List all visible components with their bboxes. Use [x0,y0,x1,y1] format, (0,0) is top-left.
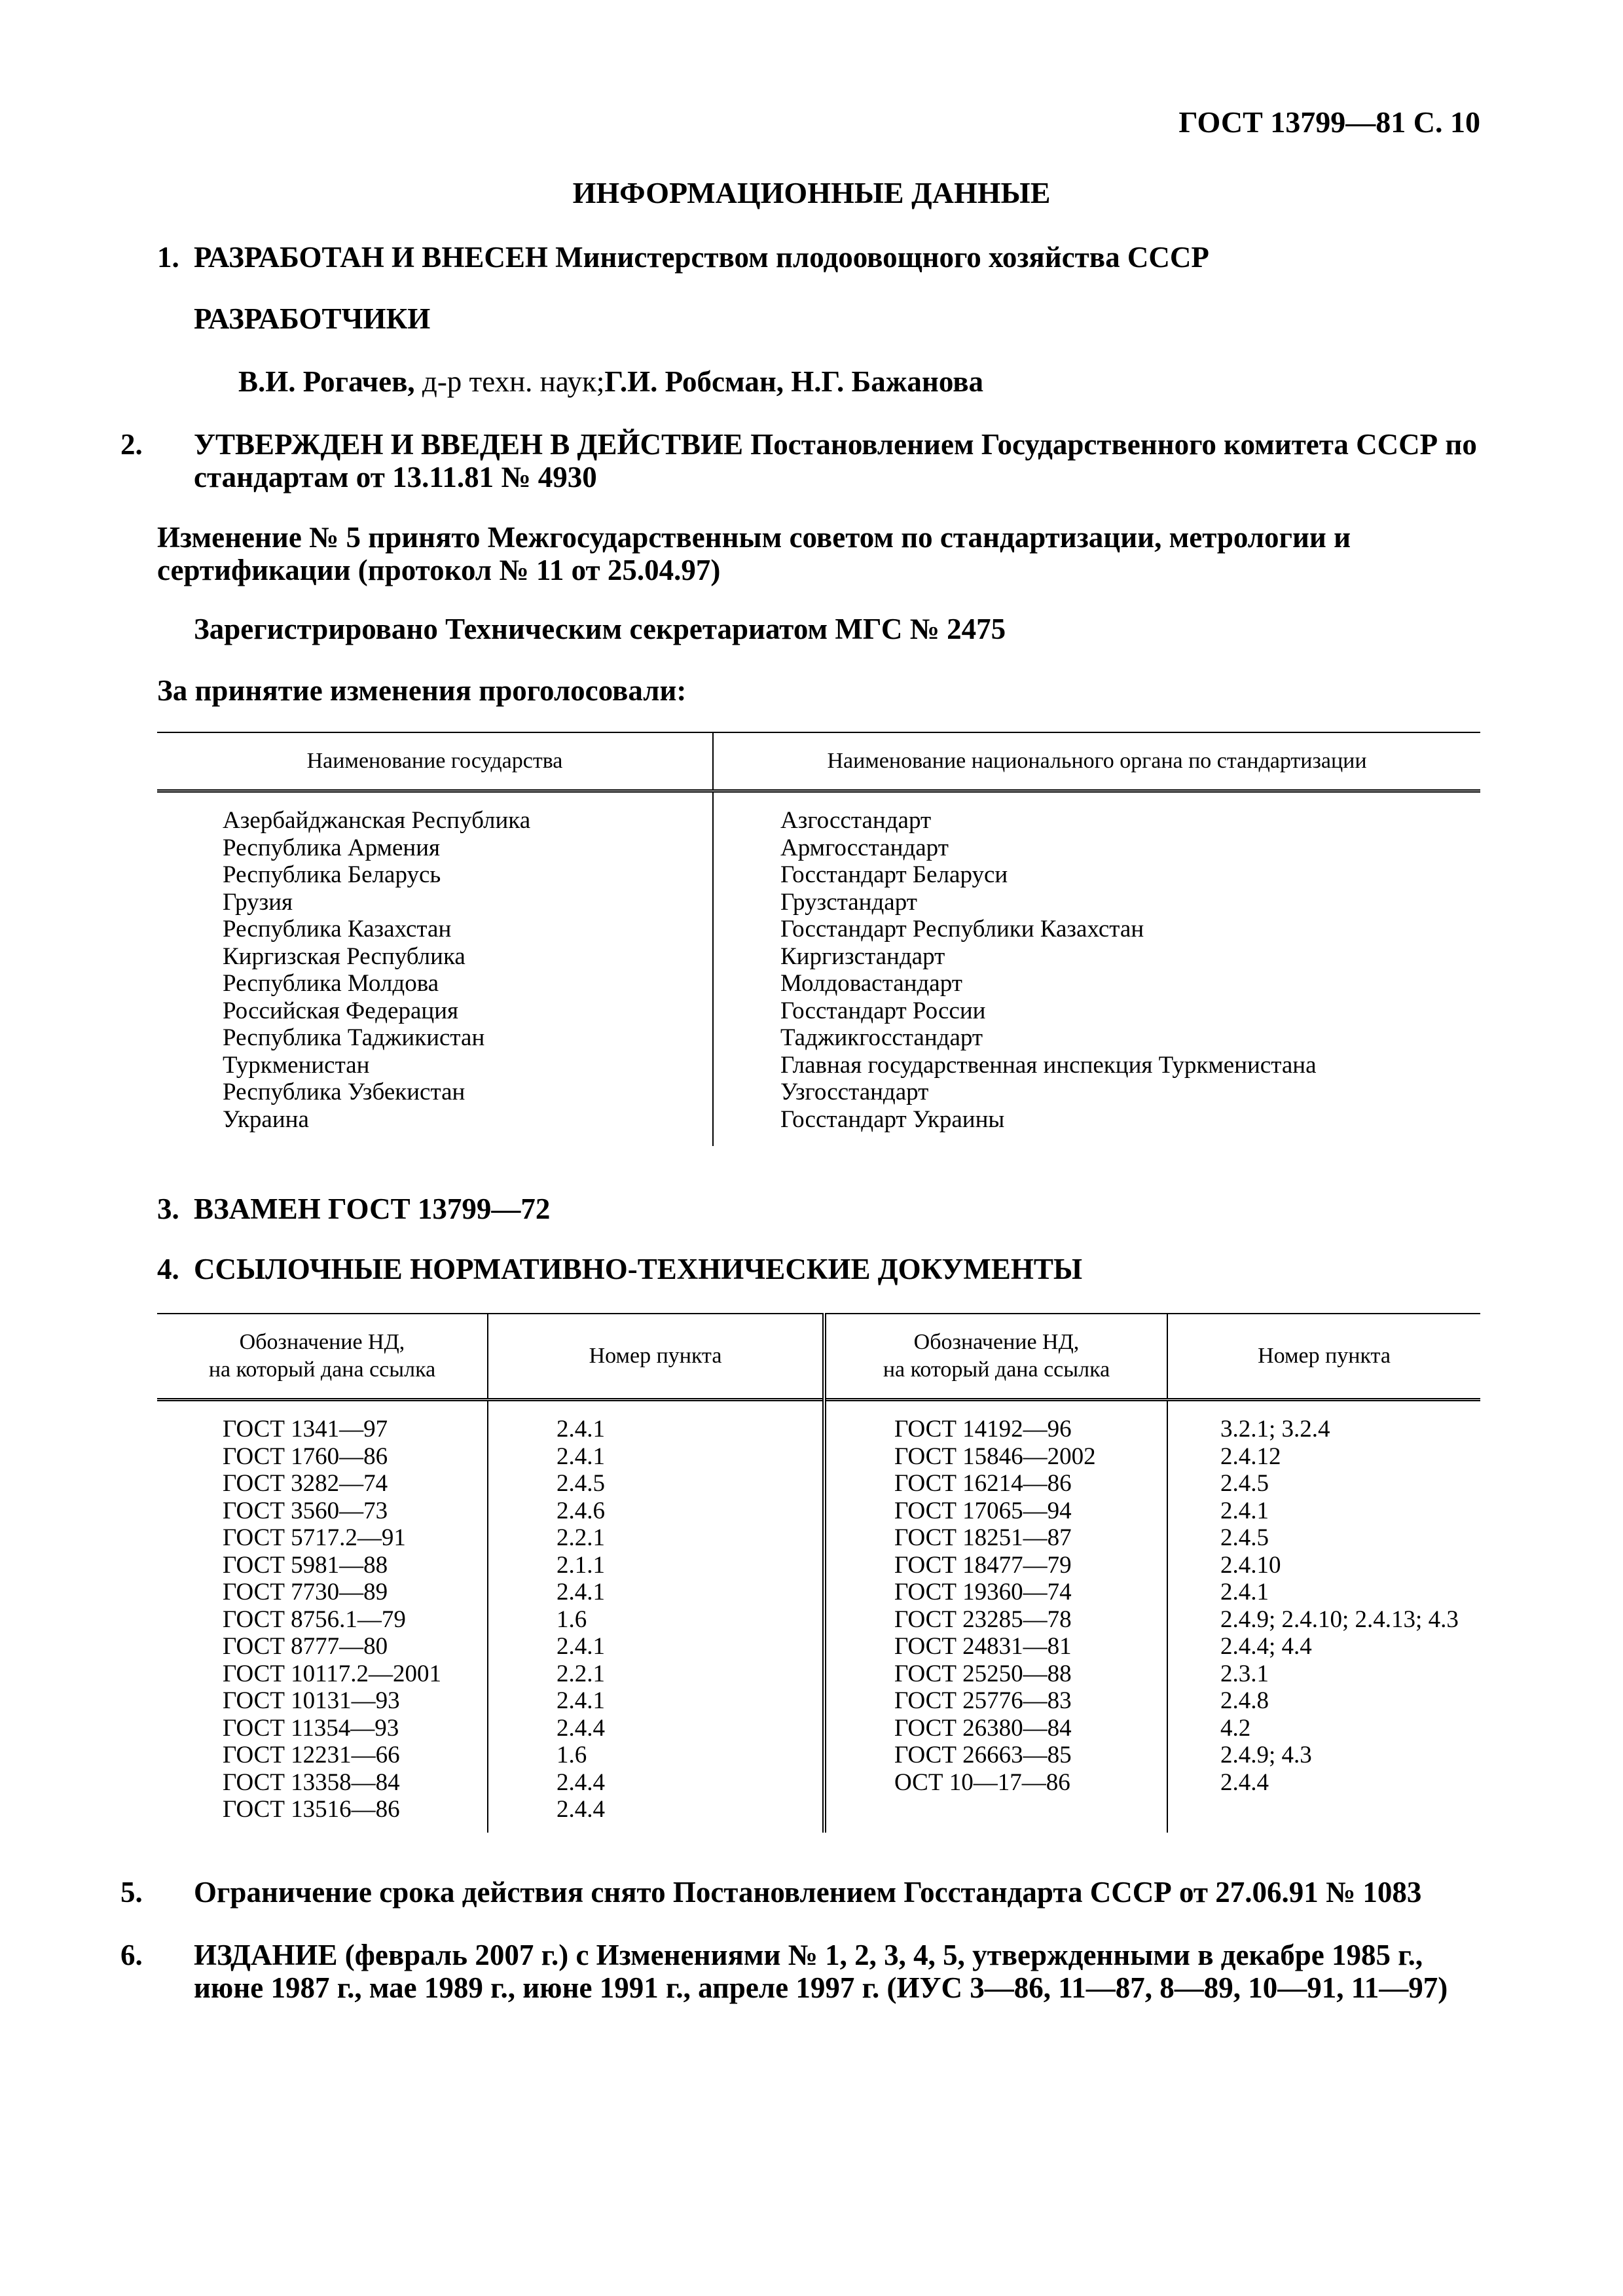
ref-doc: ГОСТ 18251—87 [894,1524,1072,1551]
ref-doc: ГОСТ 25776—83 [894,1687,1072,1714]
voting-table [157,732,1480,1146]
ref-item: 2.4.6 [556,1497,605,1524]
ref-doc: ГОСТ 8777—80 [223,1633,388,1660]
ref-doc: ГОСТ 18477—79 [894,1551,1072,1579]
voting-states-list [157,791,713,1147]
ref-doc: ГОСТ 11354—93 [223,1714,399,1742]
ref-item: 2.4.12 [1220,1443,1281,1470]
ref-item: 2.4.4 [556,1768,605,1796]
section-5-number: 5. [120,1876,143,1909]
developer-1: В.И. Рогачев, [238,365,415,398]
ref-doc: ГОСТ 5717.2—91 [223,1524,406,1551]
ref-item: 2.2.1 [556,1660,605,1687]
ref-doc: ГОСТ 16214—86 [894,1470,1072,1497]
refs-header-doc-right [824,1314,1167,1400]
state-name: Украина [223,1105,309,1133]
developers-list [238,365,1480,398]
section-2-number: 2. [120,428,143,461]
section-3 [157,1193,1480,1225]
body-name: Киргизстандарт [780,942,945,970]
ref-item: 2.4.8 [1220,1687,1269,1714]
ref-item: 2.4.1 [556,1443,605,1470]
section-4-text: ССЫЛОЧНЫЕ НОРМАТИВНО-ТЕХНИЧЕСКИЕ ДОКУМЕНТЫ [194,1253,1083,1285]
body-name: Госстандарт Республики Казахстан [780,916,1144,942]
ref-item: 2.4.1 [556,1416,605,1443]
ref-item: 2.4.4 [556,1796,605,1823]
ref-doc: ГОСТ 23285—78 [894,1605,1072,1633]
ref-item: 2.3.1 [1220,1660,1269,1687]
section-6-number: 6. [120,1939,143,1971]
references-table [157,1313,1480,1833]
ref-doc: ГОСТ 24831—81 [894,1633,1072,1660]
section-1-number: 1. [157,241,179,274]
ref-item: 2.4.1 [1220,1579,1269,1605]
refs-header-doc-right-line2: на который дана ссылка [883,1357,1110,1382]
voting-bodies-list [713,791,1480,1147]
ref-doc: ГОСТ 26380—84 [894,1714,1072,1742]
developer-2: Г.И. Робсман, Н.Г. Бажанова [604,365,984,398]
refs-header-item-right: Номер пункта [1167,1314,1480,1400]
refs-header-doc-left-line1: Обозначение НД, [239,1330,405,1354]
ref-doc: ГОСТ 19360—74 [894,1579,1072,1605]
document-title: ИНФОРМАЦИОННЫЕ ДАННЫЕ [572,176,1051,209]
section-2-text: Постановлением Государственного комитета СССР по стандартам от 13.11.81 № 4930 [194,428,1477,493]
ref-item: 2.4.5 [1220,1470,1269,1497]
refs-header-item-left: Номер пункта [488,1314,824,1400]
ref-doc: ГОСТ 7730—89 [223,1579,388,1605]
state-name: Республика Казахстан [223,916,452,942]
ref-doc: ГОСТ 3282—74 [223,1470,388,1497]
state-name: Республика Узбекистан [223,1079,465,1105]
ref-item: 2.4.4; 4.4 [1220,1633,1312,1660]
ref-item: 2.4.1 [556,1687,605,1714]
body-name: Таджикгосстандарт [780,1024,983,1051]
ref-doc: ГОСТ 13516—86 [223,1796,400,1823]
voting-label: За принятие изменения проголосовали: [157,674,687,707]
voting-table-header-state: Наименование государства [157,732,713,791]
section-2 [120,428,1480,493]
ref-item: 2.4.1 [556,1633,605,1660]
section-4-number: 4. [157,1253,179,1285]
ref-item: 2.4.4 [1220,1768,1269,1796]
ref-item: 1.6 [556,1742,587,1768]
page-header-code: ГОСТ 13799—81 С. 10 [1178,105,1480,139]
state-name: Туркменистан [223,1051,370,1079]
section-1-text: Министерством плодоовощного хозяйства СССР [547,241,1209,274]
state-name: Республика Таджикистан [223,1024,485,1051]
state-name: Киргизская Республика [223,942,465,970]
section-1 [157,241,1480,274]
section-3-number: 3. [157,1193,179,1225]
ref-item: 2.4.4 [556,1714,605,1742]
section-5 [120,1876,1480,1909]
body-name: Госстандарт России [780,997,986,1024]
body-name: Главная государственная инспекция Туркменистана [780,1051,1317,1079]
registration-note: Зарегистрировано Техническим секретариатом МГС № 2475 [194,613,1006,645]
section-3-text: ВЗАМЕН ГОСТ 13799—72 [194,1193,551,1225]
state-name: Республика Молдова [223,970,439,997]
ref-doc: ГОСТ 26663—85 [894,1742,1072,1768]
ref-item: 2.4.9; 4.3 [1220,1742,1312,1768]
body-name: Молдовастандарт [780,970,962,997]
ref-doc: ГОСТ 13358—84 [223,1768,400,1796]
ref-doc: ГОСТ 5981—88 [223,1551,388,1579]
ref-doc: ГОСТ 1341—97 [223,1416,388,1443]
voting-table-header-body: Наименование национального органа по стандартизации [713,732,1480,791]
refs-right-items [1167,1400,1480,1833]
section-2-lead: УТВЕРЖДЕН И ВВЕДЕН В ДЕЙСТВИЕ [194,428,744,461]
state-name: Республика Беларусь [223,861,441,888]
ref-doc: ГОСТ 10117.2—2001 [223,1660,442,1687]
refs-right-docs [824,1400,1167,1833]
state-name: Российская Федерация [223,997,459,1024]
ref-item: 3.2.1; 3.2.4 [1220,1416,1330,1443]
refs-header-doc-right-line1: Обозначение НД, [913,1330,1080,1354]
section-5-text: Ограничение срока действия снято Постановлением Госстандарта СССР от 27.06.91 № 1083 [194,1876,1422,1909]
body-name: Узгосстандарт [780,1079,929,1105]
state-name: Азербайджанская Республика [223,807,531,834]
body-name: Азгосстандарт [780,807,932,834]
ref-doc: ГОСТ 14192—96 [894,1416,1072,1443]
state-name: Грузия [223,888,293,916]
section-1-lead: РАЗРАБОТАН И ВНЕСЕН [194,241,548,274]
body-name: Армгосстандарт [780,834,949,861]
state-name: Республика Армения [223,834,441,861]
ref-item: 2.2.1 [556,1524,605,1551]
section-4 [157,1253,1480,1285]
ref-item: 2.1.1 [556,1551,605,1579]
body-name: Грузстандарт [780,888,917,916]
body-name: Госстандарт Украины [780,1105,1005,1133]
ref-doc: ГОСТ 10131—93 [223,1687,400,1714]
section-6 [120,1939,1480,2004]
body-name: Госстандарт Беларуси [780,861,1008,888]
ref-doc: ГОСТ 15846—2002 [894,1443,1096,1470]
ref-item: 2.4.5 [1220,1524,1269,1551]
ref-doc: ГОСТ 1760—86 [223,1443,388,1470]
ref-doc: ГОСТ 12231—66 [223,1742,400,1768]
refs-header-doc-left [157,1314,488,1400]
ref-doc: ГОСТ 17065—94 [894,1497,1072,1524]
ref-item: 2.4.5 [556,1470,605,1497]
refs-header-doc-left-line2: на который дана ссылка [208,1357,436,1382]
refs-left-docs [157,1400,488,1833]
ref-item: 2.4.1 [556,1579,605,1605]
ref-doc: ГОСТ 25250—88 [894,1660,1072,1687]
ref-item: 2.4.10 [1220,1551,1281,1579]
refs-left-items [488,1400,824,1833]
ref-item: 1.6 [556,1605,587,1633]
ref-item: 2.4.9; 2.4.10; 2.4.13; 4.3 [1220,1605,1459,1633]
section-6-text: ИЗДАНИЕ (февраль 2007 г.) с Изменениями № 1, 2, 3, 4, 5, утвержденными в декабре 1985 г., июне 1987 г., мае 1989 г., июне 1991 г., апреле 1997 г. (ИУС 3—86, 11—87, 8—89, 10—91, 11—97) [194,1939,1448,2004]
ref-item: 2.4.1 [1220,1497,1269,1524]
developer-1-degree: д-р техн. наук; [414,365,605,398]
ref-doc: ГОСТ 3560—73 [223,1497,388,1524]
ref-doc: ГОСТ 8756.1—79 [223,1605,406,1633]
ref-doc: ОСТ 10—17—86 [894,1768,1070,1796]
ref-item: 4.2 [1220,1714,1251,1742]
developers-label: РАЗРАБОТЧИКИ [194,302,431,335]
change-note: Изменение № 5 принято Межгосударственным советом по стандартизации, метрологии и сертификации (протокол № 11 от 25.04.97) [157,521,1351,586]
